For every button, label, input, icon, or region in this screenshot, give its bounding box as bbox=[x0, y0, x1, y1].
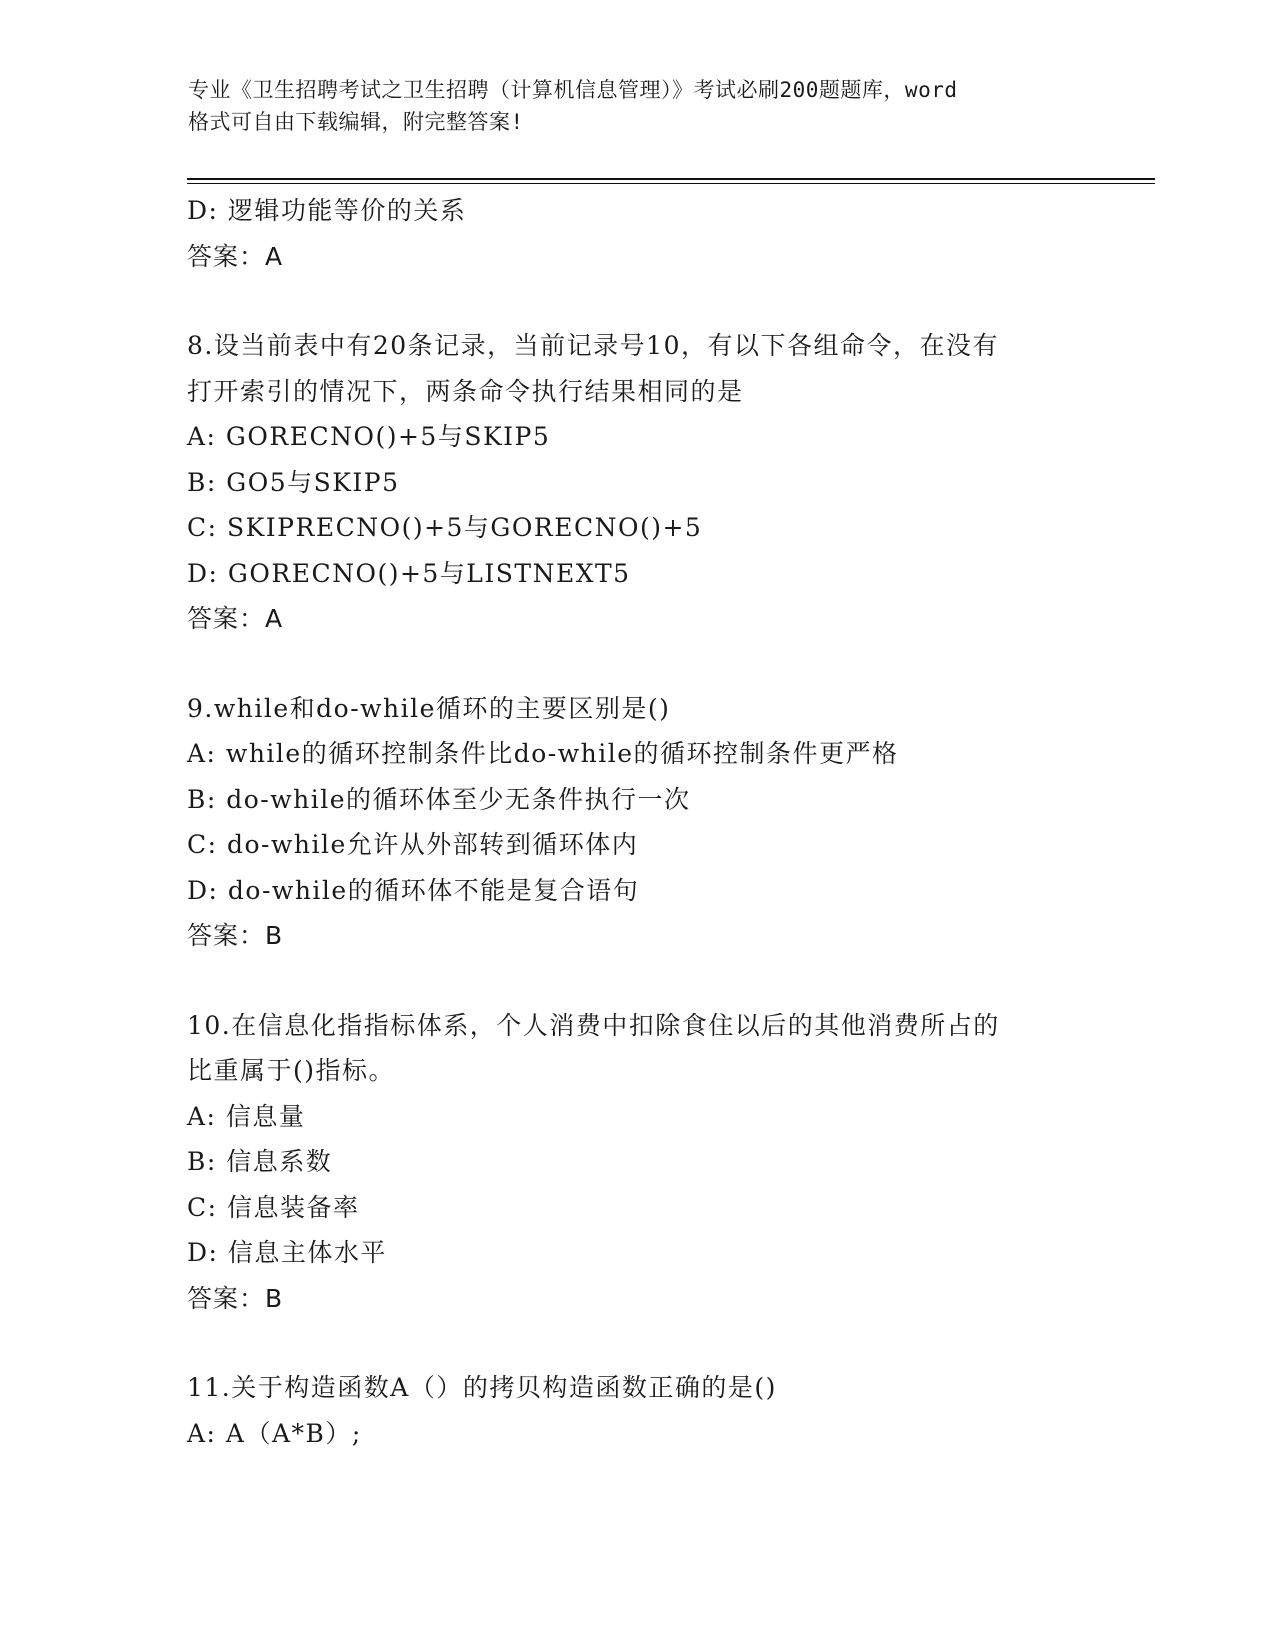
answer: 答案：A bbox=[187, 604, 284, 633]
option-c: C: do-while允许从外部转到循环体内 bbox=[187, 830, 639, 859]
question-stem-continued: 比重属于()指标。 bbox=[187, 1056, 396, 1085]
option-d: D: 信息主体水平 bbox=[187, 1238, 387, 1267]
document-header bbox=[188, 74, 1088, 138]
header-line-2: 格式可自由下载编辑，附完整答案! bbox=[188, 110, 524, 134]
question-9 bbox=[187, 686, 1087, 959]
header-line-1: 专业《卫生招聘考试之卫生招聘（计算机信息管理）》考试必刷200题题库，word bbox=[188, 78, 958, 102]
option-a: A: 信息量 bbox=[187, 1101, 306, 1131]
question-11 bbox=[187, 1365, 1087, 1456]
answer: 答案：B bbox=[187, 921, 284, 950]
spacer bbox=[187, 1321, 1087, 1365]
option-c: C: 信息装备率 bbox=[187, 1192, 360, 1222]
spacer bbox=[187, 959, 1087, 1003]
previous-question-option-d: D: 逻辑功能等价的关系 bbox=[187, 196, 467, 225]
question-10 bbox=[187, 1003, 1087, 1322]
spacer bbox=[187, 642, 1087, 686]
option-a: A: A（A*B）; bbox=[187, 1418, 362, 1448]
previous-question-answer: 答案：A bbox=[187, 241, 284, 271]
option-b: B: 信息系数 bbox=[187, 1147, 333, 1176]
question-stem: 8.设当前表中有20条记录，当前记录号10，有以下各组命令，在没有 bbox=[187, 331, 999, 360]
answer: 答案：B bbox=[187, 1283, 284, 1313]
spacer bbox=[187, 279, 1087, 323]
option-d: D: GORECNO()+5与LISTNEXT5 bbox=[187, 558, 631, 588]
option-b: B: GO5与SKIP5 bbox=[187, 467, 400, 497]
question-stem: 9.while和do-while循环的主要区别是() bbox=[187, 693, 671, 723]
option-d: D: do-while的循环体不能是复合语句 bbox=[187, 875, 640, 905]
question-stem: 11.关于构造函数A（）的拷贝构造函数正确的是() bbox=[187, 1373, 777, 1402]
header-divider bbox=[187, 178, 1155, 184]
option-a: A: while的循环控制条件比do-while的循环控制条件更严格 bbox=[187, 739, 899, 768]
option-c: C: SKIPRECNO()+5与GORECNO()+5 bbox=[187, 513, 703, 542]
question-8 bbox=[187, 323, 1087, 642]
option-b: B: do-while的循环体至少无条件执行一次 bbox=[187, 784, 691, 814]
question-stem: 10.在信息化指指标体系，个人消费中扣除食住以后的其他消费所占的 bbox=[187, 1010, 1000, 1040]
document-body bbox=[187, 188, 1087, 1456]
question-stem-continued: 打开索引的情况下，两条命令执行结果相同的是 bbox=[187, 376, 744, 406]
option-a: A: GORECNO()+5与SKIP5 bbox=[187, 422, 551, 451]
